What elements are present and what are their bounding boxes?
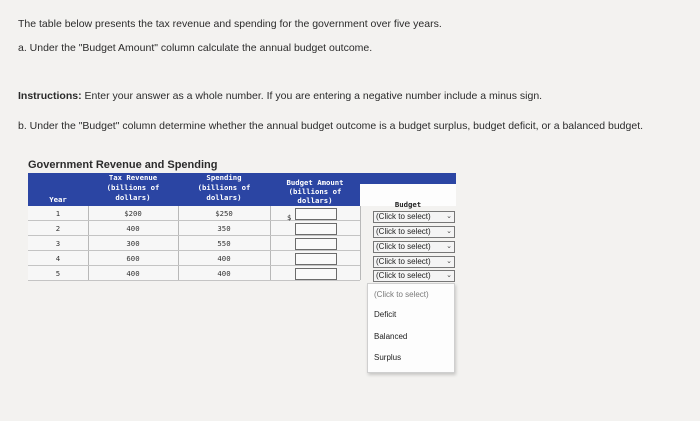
- header-year: [28, 173, 88, 206]
- chevron-down-icon: ⌄: [446, 243, 452, 250]
- dropdown-option-deficit[interactable]: Deficit: [374, 310, 397, 319]
- year-cell: 3: [55, 239, 61, 248]
- spending-cell: $250: [215, 209, 233, 218]
- header-tax-line1: Tax Revenue: [108, 173, 158, 182]
- budget-select[interactable]: [373, 270, 455, 282]
- budget-select[interactable]: [373, 256, 455, 268]
- year-cell: 2: [55, 224, 61, 233]
- question-part-b: b. Under the "Budget" column determine whether the annual budget outcome is a budget surplus, budget deficit, or a balanced budget.: [18, 120, 644, 132]
- budget-select-value: (Click to select): [376, 242, 431, 251]
- header-tax-revenue: [88, 173, 178, 206]
- budget-amount-input[interactable]: [295, 238, 337, 250]
- instructions: [18, 90, 542, 103]
- tax-cell: 400: [126, 269, 140, 278]
- tax-cell: 600: [126, 254, 140, 263]
- chevron-down-icon: ⌄: [446, 272, 452, 279]
- spending-cell: 550: [217, 239, 231, 248]
- instructions-text: Enter your answer as a whole number. If you are entering a negative number include a minus sign.: [81, 90, 543, 102]
- header-budgamt-line3: dollars): [297, 196, 333, 205]
- tax-cell: 300: [126, 239, 140, 248]
- dropdown-option-placeholder[interactable]: (Click to select): [374, 290, 429, 299]
- header-budget-label: Budget: [394, 200, 422, 209]
- budget-select-value: (Click to select): [376, 227, 431, 236]
- header-spending: [178, 173, 270, 206]
- chevron-down-icon: ⌄: [446, 213, 452, 220]
- budget-select[interactable]: [373, 226, 455, 238]
- year-cell: 1: [55, 209, 61, 218]
- spending-cell: 350: [217, 224, 231, 233]
- budget-amount-input[interactable]: [295, 223, 337, 235]
- budget-select[interactable]: [373, 211, 455, 223]
- spending-cell: 400: [217, 254, 231, 263]
- question-part-a: a. Under the "Budget Amount" column calculate the annual budget outcome.: [18, 42, 373, 54]
- budget-amount-input[interactable]: [295, 268, 337, 280]
- year-cell: 4: [55, 254, 61, 263]
- tax-cell: $200: [124, 209, 142, 218]
- header-spend-line2: (billions of: [197, 183, 251, 192]
- currency-symbol: $: [287, 213, 292, 222]
- dropdown-menu: [367, 283, 455, 373]
- instructions-label: Instructions:: [18, 90, 82, 102]
- header-budgamt-line2: (billions of: [288, 187, 342, 196]
- budget-select[interactable]: [373, 241, 455, 253]
- question-intro: The table below presents the tax revenue and spending for the government over five years.: [18, 18, 442, 30]
- header-spend-line3: dollars): [206, 193, 242, 202]
- header-tax-line2: (billions of: [106, 183, 160, 192]
- budget-select-value: (Click to select): [376, 257, 431, 266]
- dropdown-option-balanced[interactable]: Balanced: [374, 332, 408, 341]
- header-tax-line3: dollars): [115, 193, 151, 202]
- dropdown-option-surplus[interactable]: Surplus: [374, 353, 402, 362]
- header-spend-line1: Spending: [206, 173, 242, 182]
- chevron-down-icon: ⌄: [446, 228, 452, 235]
- budget-amount-input[interactable]: [295, 253, 337, 265]
- chevron-down-icon: ⌄: [446, 258, 452, 265]
- header-budgamt-line1: Budget Amount: [286, 178, 344, 187]
- header-budget-amount: [270, 173, 360, 206]
- header-year-label: Year: [49, 195, 67, 204]
- budget-amount-input[interactable]: [295, 208, 337, 220]
- header-budget: [360, 173, 456, 209]
- year-cell: 5: [55, 269, 61, 278]
- budget-select-value: (Click to select): [376, 271, 431, 280]
- spending-cell: 400: [217, 269, 231, 278]
- budget-select-value: (Click to select): [376, 212, 431, 221]
- table-title: Government Revenue and Spending: [28, 159, 218, 171]
- tax-cell: 400: [126, 224, 140, 233]
